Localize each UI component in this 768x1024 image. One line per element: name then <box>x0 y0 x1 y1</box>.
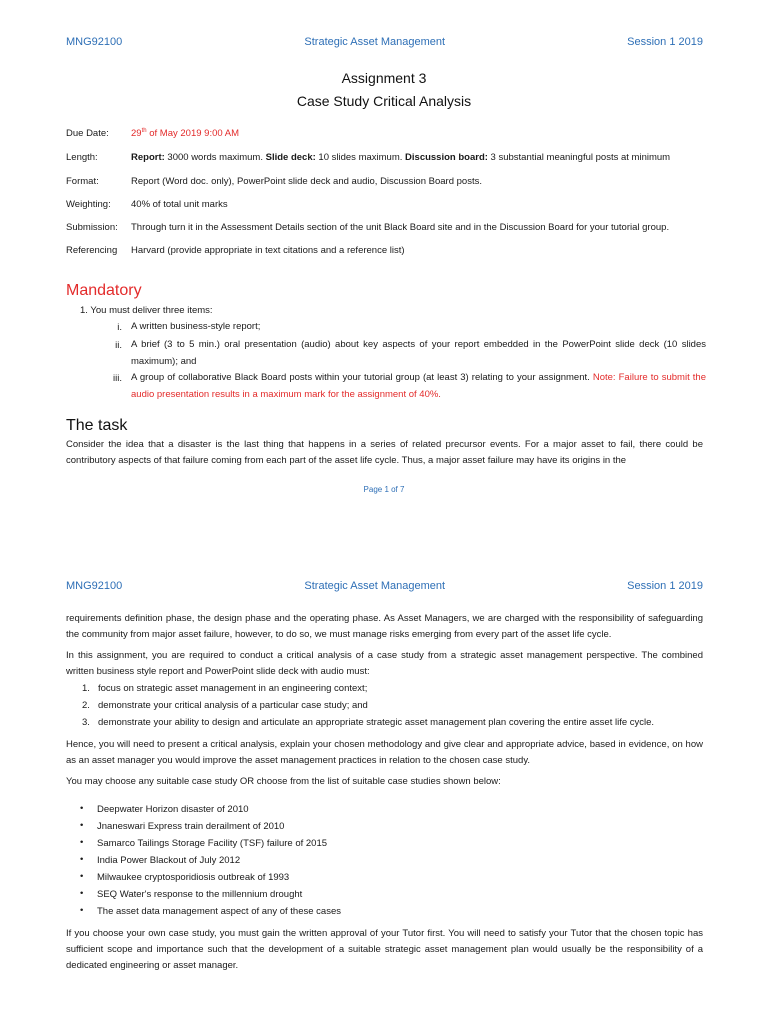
sub-item-presentation: A brief (3 to 5 min.) oral presentation (audio) about key aspects of your report embedded in the PowerPoint slide deck (10 slides maximum); and <box>131 339 706 367</box>
mandatory-heading: Mandatory <box>66 282 142 299</box>
sub-item-num: iii. <box>113 373 122 384</box>
submission-value: Through turn it in the Assessment Details section of the unit Black Board site and in the Discussion Board for your tutorial group. <box>131 222 670 233</box>
mandatory-item-1: 1. You must deliver three items: <box>80 305 213 316</box>
task-heading: The task <box>66 417 128 434</box>
header-unit-name: Strategic Asset Management <box>304 36 446 48</box>
failure-note: Note: Failure to submit the audio presentation results in a maximum mark for the assignment of 40%. <box>131 372 706 400</box>
referencing-value: Harvard (provide appropriate in text citations and a reference list) <box>131 245 405 256</box>
page-number: Page 1 of 7 <box>363 485 405 494</box>
sub-item-report: A written business-style report; <box>131 321 261 332</box>
bullet-icon: • <box>80 854 84 865</box>
assignment-paragraph: In this assignment, you are required to conduct a critical analysis of a case study from a strategic asset management perspective. The combined written business style report and PowerPoint slide deck with audio must: <box>66 650 703 677</box>
bullet-icon: • <box>80 905 84 916</box>
assignment-subtitle: Case Study Critical Analysis <box>296 93 472 109</box>
referencing-row <box>66 245 708 256</box>
page-header <box>66 36 703 48</box>
submission-label: Submission: <box>66 222 118 233</box>
format-value: Report (Word doc. only), PowerPoint slide deck and audio, Discussion Board posts. <box>131 176 482 187</box>
page-header <box>66 580 703 592</box>
bullet-icon: • <box>80 837 84 848</box>
format-label: Format: <box>66 176 99 187</box>
bullet-icon: • <box>80 871 84 882</box>
requirement-item: demonstrate your critical analysis of a particular case study; and <box>98 700 368 711</box>
header-unit-code: MNG92100 <box>66 36 123 48</box>
requirement-item: demonstrate your ability to design and articulate an appropriate strategic asset management plan covering the entire asset life cycle. <box>98 717 655 728</box>
referencing-label: Referencing <box>66 245 118 256</box>
bullet-icon: • <box>80 803 84 814</box>
header-unit-name: Strategic Asset Management <box>304 580 446 592</box>
length-label: Length: <box>66 152 98 163</box>
bullet-icon: • <box>80 888 84 899</box>
header-session: Session 1 2019 <box>627 580 703 592</box>
requirement-num: 1. <box>82 683 90 694</box>
length-value: Report: 3000 words maximum. Slide deck: 10 slides maximum. Discussion board: 3 substantial meaningful posts at minimum <box>131 152 671 163</box>
own-case-paragraph: If you choose your own case study, you must gain the written approval of your Tutor first. You will need to satisfy your Tutor that the chosen topic has sufficient scope and importance such that the development of a suitable strategic asset management plan would usually be the responsibility of a dedicated engineering or asset manager. <box>66 928 703 971</box>
format-row <box>66 176 708 187</box>
due-date-row <box>66 128 708 139</box>
weighting-value: 40% of total unit marks <box>131 199 228 210</box>
weighting-label: Weighting: <box>66 199 111 210</box>
hence-paragraph: Hence, you will need to present a critical analysis, explain your chosen methodology and give clear and appropriate advice, based in evidence, on how as an asset manager you would improve the asset management practices in relation to the chosen case study. <box>66 739 703 766</box>
submission-row <box>66 222 708 233</box>
bullet-icon: • <box>80 820 84 831</box>
sub-item-num: ii. <box>115 340 122 351</box>
length-row <box>66 152 708 163</box>
task-paragraph-continued: requirements definition phase, the design phase and the operating phase. As Asset Managers, we are charged with the responsibility of safeguarding the community from major asset failure, however, to do so, we must manage risks emerging from every part of the asset life cycle. <box>66 613 703 640</box>
page-2: MNG92100 Strategic Asset Management Session 1 2019 requirements definition phase, the design phase and the operating phase. As Asset Managers, we are charged with the responsibility of safeguarding the community from major asset failure, however, to do so, we must manage risks emerging from every part of the asset life cycle. In this assignment, you are required to conduct a critical analysis of a case study from a strategic asset management perspective. The combined written business style report and PowerPoint slide deck with audio must: 1. focus on strategic asset management in an engineering context; 2. demonstrate your critical analysis of a particular case study; and 3. demonstrate your ability to design and articulate an appropriate strategic asset management plan covering the entire asset life cycle. Hence, you will need to present a critical analysis, explain your chosen methodology and give clear and appropriate advice, based in evidence, on how as an asset manager you would improve the asset management practices in relation to the chosen case study. You may choose any suitable case study OR choose from the list of suitable case studies shown below: • Deepwater Horizon disaster of 2010 • Jnaneswari Express train derailment of 2010 • Samarco Tailings Storage Facility (TSF) failure of 2015 • India Power Blackout of July 2012 • Milwaukee cryptosporidiosis outbreak of 1993 • SEQ Water's response to the millennium drought • The asset data management aspect of any of these cases If you choose your own case study, you must gain the written approval of your Tutor first. You will need to satisfy your Tutor that the chosen topic has sufficient scope and importance such that the development of a suitable strategic asset management plan would usually be the responsibility of a dedicated engineering or asset manager. <box>0 540 768 1024</box>
requirement-item: focus on strategic asset management in an engineering context; <box>98 683 368 694</box>
assignment-title: Assignment 3 <box>341 70 427 86</box>
header-session: Session 1 2019 <box>627 36 703 48</box>
requirement-num: 2. <box>82 700 90 711</box>
choose-paragraph: You may choose any suitable case study OR choose from the list of suitable case studies shown below: <box>66 776 501 787</box>
sub-item-posts: A group of collaborative Black Board posts within your tutorial group (at least 3) relating to your assignment. Note: Failure to submit the audio presentation results in a maximum mark for the assignment of 40%. <box>131 372 706 400</box>
weighting-row <box>66 199 708 210</box>
sub-item-num: i. <box>117 322 122 333</box>
header-unit-code: MNG92100 <box>66 580 123 592</box>
due-date-label: Due Date: <box>66 128 109 139</box>
due-date-value: 29th of May 2019 9:00 AM <box>131 128 240 140</box>
task-paragraph: Consider the idea that a disaster is the last thing that happens in a series of related precursor events. For a major asset to fail, there could be contributory aspects of that failure coming from each part of the asset life cycle. Thus, a major asset failure may have its origins in the <box>66 439 703 466</box>
requirement-num: 3. <box>82 717 90 728</box>
